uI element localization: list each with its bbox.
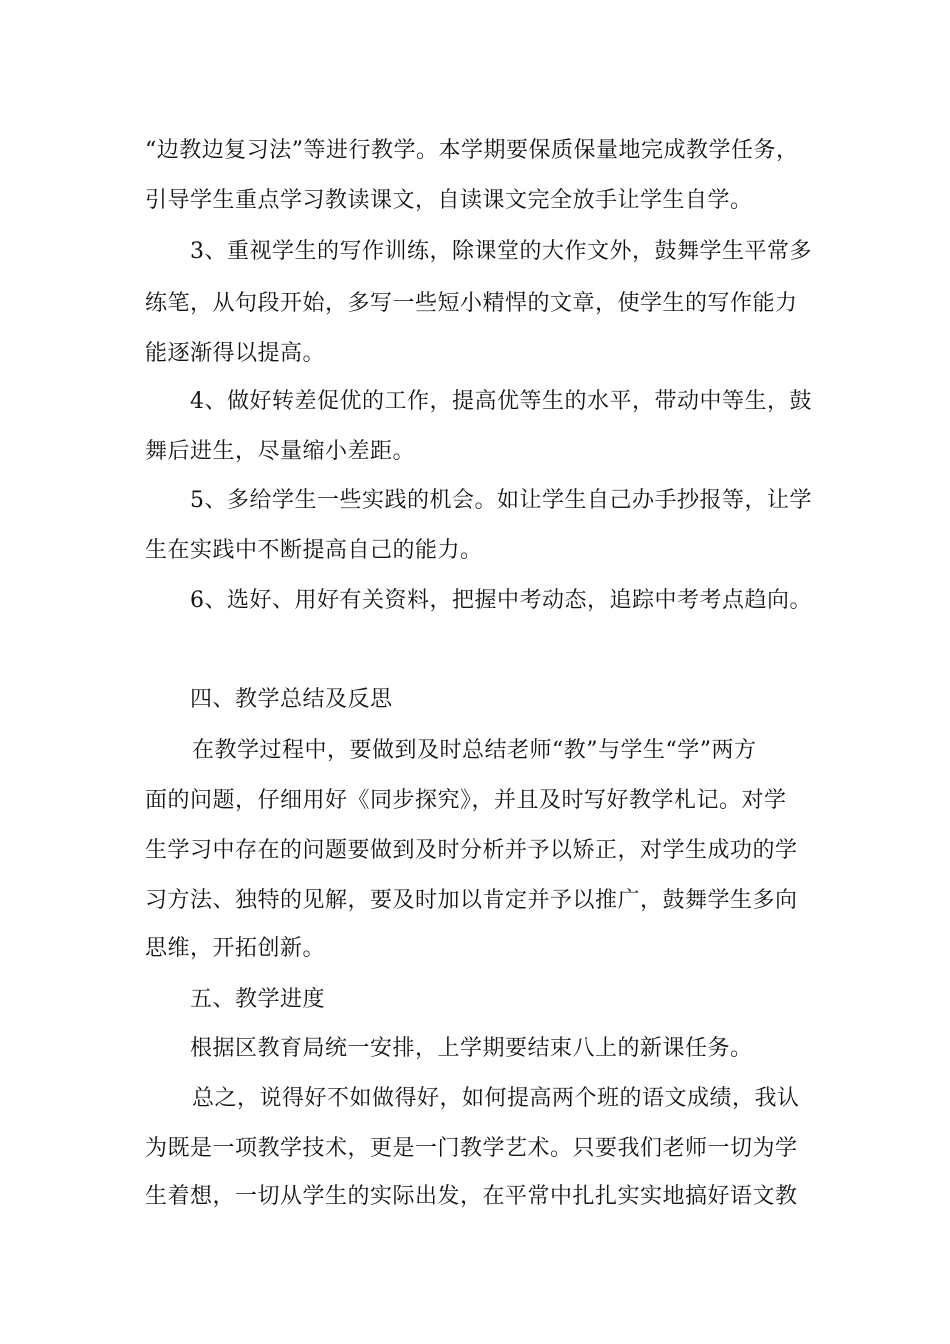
text-line: 面的问题，仔细用好《同步探究》，并且及时写好教学札记。对学 xyxy=(145,788,787,813)
text-line: 习方法、独特的见解，要及时加以肯定并予以推广，鼓舞学生多向 xyxy=(145,888,798,913)
text-line: 生着想，一切从学生的实际出发，在平常中扎扎实实地搞好语文教 xyxy=(145,1184,798,1209)
paragraph-line: 根据区教育局统一安排，上学期要结束八上的新课任务。 xyxy=(190,1036,753,1061)
text-line: 生学习中存在的问题要做到及时分析并予以矫正，对学生成功的学 xyxy=(145,838,798,863)
list-item-5: 5、多给学生一些实践的机会。如让学生自己办手抄报等，让学 xyxy=(190,488,812,513)
list-item-6: 6、选好、用好有关资料，把握中考动态，追踪中考考点趋向。 xyxy=(190,588,812,613)
text-line: “边教边复习法”等进行教学。本学期要保质保量地完成教学任务， xyxy=(145,138,799,163)
section-heading-4: 四、教学总结及反思 xyxy=(190,687,393,712)
text-line: 舞后进生，尽量缩小差距。 xyxy=(145,439,416,464)
list-item-4: 4、做好转差促优的工作，提高优等生的水平，带动中等生，鼓 xyxy=(190,389,812,414)
text-line: 思维，开拓创新。 xyxy=(145,936,326,961)
list-item-3: 3、重视学生的写作训练，除课堂的大作文外，鼓舞学生平常多 xyxy=(190,239,812,264)
text-line: 能逐渐得以提高。 xyxy=(145,341,326,366)
text-line: 引导学生重点学习教读课文，自读课文完全放手让学生自学。 xyxy=(145,188,753,213)
text-line: 生在实践中不断提高自己的能力。 xyxy=(145,538,483,563)
text-line: 为既是一项教学技术，更是一门教学艺术。只要我们老师一切为学 xyxy=(145,1136,798,1161)
section-heading-5: 五、教学进度 xyxy=(190,987,326,1012)
paragraph-line: 总之，说得好不如做得好，如何提高两个班的语文成绩，我认 xyxy=(192,1086,800,1111)
text-line: 练笔，从句段开始，多写一些短小精悍的文章，使学生的写作能力 xyxy=(145,291,798,316)
paragraph-line: 在教学过程中，要做到及时总结老师“教”与学生“学”两方 xyxy=(192,738,757,763)
